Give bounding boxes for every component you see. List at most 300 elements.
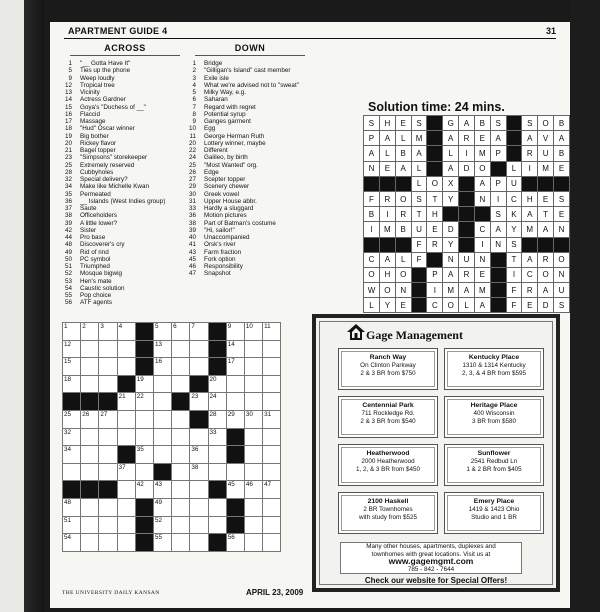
clue-text: "__ Gotta Have It": [80, 60, 131, 67]
down-clue: [178, 241, 299, 248]
crossword-cell[interactable]: [81, 516, 99, 534]
solution-letter: E: [474, 267, 490, 282]
crossword-cell[interactable]: [153, 446, 171, 464]
crossword-cell[interactable]: [172, 534, 190, 552]
solution-letter: B: [474, 116, 490, 131]
clue-text: Saharan: [204, 96, 228, 104]
crossword-cell[interactable]: [117, 393, 135, 411]
solution-letter: O: [443, 298, 459, 313]
clue-number: 53: [64, 277, 72, 285]
cell-number: 38: [191, 463, 199, 471]
solution-letter: P: [490, 176, 506, 191]
crossword-cell[interactable]: [190, 358, 208, 376]
solution-letter: R: [522, 283, 538, 298]
clue-number: 4: [192, 81, 196, 89]
black-square: [226, 498, 244, 516]
cell-number: 43: [154, 481, 162, 489]
crossword-cell[interactable]: [208, 375, 226, 393]
crossword-cell[interactable]: [190, 446, 208, 464]
clue-text: Special delivery?: [80, 176, 128, 183]
black-square: [208, 323, 226, 341]
cell-number: 7: [191, 323, 195, 330]
black-square: [81, 481, 99, 499]
solution-letter: U: [506, 176, 522, 191]
crossword-cell[interactable]: [117, 463, 135, 481]
clue-number: 51: [64, 263, 72, 270]
crossword-cell[interactable]: [263, 340, 281, 358]
crossword-cell[interactable]: [190, 498, 208, 516]
solution-block: [411, 298, 427, 313]
crossword-cell[interactable]: [99, 498, 117, 516]
solution-letter: C: [506, 191, 522, 206]
property-listing: [444, 444, 544, 486]
cell-number: 2: [82, 323, 86, 330]
crossword-cell[interactable]: [81, 498, 99, 516]
gage-management-ad: [312, 314, 560, 592]
across-heading: ACROSS: [104, 43, 146, 53]
crossword-cell[interactable]: [244, 393, 262, 411]
across-clue: [54, 118, 165, 125]
clue-text: ATF agents: [80, 299, 113, 307]
crossword-cell[interactable]: [263, 446, 281, 464]
solution-block: [522, 176, 538, 191]
crossword-cell[interactable]: [135, 481, 153, 499]
solution-letter: S: [506, 237, 522, 252]
ad-contact-box: [340, 542, 522, 574]
crossword-cell[interactable]: [190, 428, 208, 446]
crossword-cell[interactable]: [244, 428, 262, 446]
crossword-cell[interactable]: [63, 340, 81, 358]
across-clue: [54, 227, 165, 234]
solution-letter: C: [522, 267, 538, 282]
clue-number: 10: [188, 125, 196, 133]
crossword-cell[interactable]: [244, 410, 262, 428]
solution-block: [459, 237, 475, 252]
crossword-cell[interactable]: [208, 463, 226, 481]
solution-letter: G: [443, 116, 459, 131]
property-name: Emery Place: [473, 498, 515, 505]
solution-letter: P: [364, 131, 380, 146]
crossword-cell[interactable]: [63, 516, 81, 534]
crossword-cell[interactable]: [226, 358, 244, 376]
crossword-cell[interactable]: [63, 428, 81, 446]
crossword-cell[interactable]: [263, 375, 281, 393]
crossword-cell[interactable]: [244, 463, 262, 481]
crossword-cell[interactable]: [81, 340, 99, 358]
crossword-cell[interactable]: [244, 498, 262, 516]
solution-letter: F: [411, 237, 427, 252]
crossword-cell[interactable]: [172, 323, 190, 341]
solution-letter: M: [411, 131, 427, 146]
crossword-cell[interactable]: [135, 446, 153, 464]
crossword-cell[interactable]: [226, 375, 244, 393]
crossword-cell[interactable]: [117, 323, 135, 341]
solution-letter: L: [443, 146, 459, 161]
crossword-cell[interactable]: [63, 498, 81, 516]
across-clue: [54, 133, 165, 140]
crossword-cell[interactable]: [226, 340, 244, 358]
clue-number: 20: [64, 139, 72, 147]
property-name: Kentucky Place: [468, 354, 520, 361]
ad-company-name: Gage Management: [366, 328, 463, 342]
cell-number: 33: [209, 428, 217, 436]
clue-text: Scenery chewer: [204, 183, 250, 191]
crossword-cell[interactable]: [81, 463, 99, 481]
clue-number: 20: [188, 139, 196, 147]
newspaper-page: [50, 22, 570, 608]
crossword-cell[interactable]: [117, 516, 135, 534]
clue-number: 19: [64, 132, 72, 140]
crossword-cell[interactable]: [63, 323, 81, 341]
crossword-cell[interactable]: [190, 323, 208, 341]
crossword-cell[interactable]: [135, 428, 153, 446]
crossword-cell[interactable]: [81, 410, 99, 428]
clue-text: Different: [204, 147, 228, 154]
solution-letter: B: [364, 207, 380, 222]
across-clue: [54, 263, 165, 270]
down-clue: [178, 133, 299, 140]
solution-letter: O: [395, 191, 411, 206]
property-price: Studio and 1 BR: [471, 514, 517, 521]
clue-text: Weep loudly: [80, 74, 115, 82]
clue-text: Permeated: [80, 190, 111, 198]
crossword-cell[interactable]: [226, 393, 244, 411]
crossword-cell[interactable]: [244, 534, 262, 552]
solution-block: [490, 298, 506, 313]
crossword-cell[interactable]: [208, 393, 226, 411]
clue-number: 12: [64, 81, 72, 89]
clue-text: Make like Michelle Kwan: [80, 183, 149, 191]
solution-block: [364, 237, 380, 252]
contact-line: townhomes with great locations. Visit us at: [371, 550, 491, 558]
down-clue: [178, 67, 299, 74]
property-address: 1310 & 1314 Kentucky: [462, 362, 526, 369]
crossword-cell[interactable]: [172, 358, 190, 376]
clue-text: Galileo, by birth: [204, 154, 248, 162]
crossword-cell[interactable]: [172, 516, 190, 534]
crossword-cell[interactable]: [153, 498, 171, 516]
clue-number: 9: [192, 118, 196, 125]
crossword-cell[interactable]: [263, 428, 281, 446]
across-clue: [54, 270, 165, 277]
across-clue: [54, 249, 165, 256]
crossword-cell[interactable]: [172, 446, 190, 464]
down-clue: [178, 96, 299, 103]
solution-letter: A: [474, 298, 490, 313]
cell-number: 6: [173, 323, 177, 330]
solution-letter: A: [490, 222, 506, 237]
clue-number: 37: [64, 205, 72, 212]
solution-letter: M: [538, 161, 554, 176]
header-rule: [64, 38, 556, 39]
cell-number: 34: [64, 446, 72, 454]
scan-background: [570, 0, 600, 612]
crossword-grid: [62, 322, 281, 552]
crossword-cell[interactable]: [153, 393, 171, 411]
solution-letter: S: [364, 116, 380, 131]
crossword-cell[interactable]: [153, 323, 171, 341]
crossword-cell[interactable]: [99, 516, 117, 534]
crossword-cell[interactable]: [153, 410, 171, 428]
crossword-cell[interactable]: [263, 534, 281, 552]
crossword-cell[interactable]: [153, 481, 171, 499]
crossword-cell[interactable]: [172, 498, 190, 516]
across-clue: [54, 183, 165, 190]
black-square: [135, 358, 153, 376]
special-offers-callout: Check our website for Special Offers!: [364, 576, 508, 585]
solution-letter: T: [427, 191, 443, 206]
clue-text: Tropical tree: [80, 81, 115, 89]
crossword-cell[interactable]: [135, 375, 153, 393]
solution-letter: O: [538, 116, 554, 131]
clue-number: 34: [64, 183, 72, 191]
solution-letter: H: [379, 267, 395, 282]
crossword-cell[interactable]: [208, 410, 226, 428]
down-clue: [178, 154, 299, 161]
down-clue: [178, 104, 299, 111]
solution-letter: N: [395, 283, 411, 298]
crossword-cell[interactable]: [153, 340, 171, 358]
solution-block: [427, 146, 443, 161]
solution-block: [459, 207, 475, 222]
clue-number: 50: [64, 255, 72, 263]
clue-number: 2: [192, 67, 196, 75]
clue-text: Greek vowel: [204, 190, 239, 198]
clue-number: 44: [64, 234, 72, 241]
crossword-cell[interactable]: [263, 481, 281, 499]
clue-text: Responsibility: [204, 263, 243, 270]
crossword-cell[interactable]: [153, 375, 171, 393]
solution-letter: I: [459, 146, 475, 161]
crossword-cell[interactable]: [117, 498, 135, 516]
solution-letter: D: [538, 298, 554, 313]
crossword-cell[interactable]: [63, 375, 81, 393]
solution-block: [427, 131, 443, 146]
crossword-cell[interactable]: [117, 481, 135, 499]
black-square: [81, 393, 99, 411]
cell-number: 1: [64, 323, 68, 330]
crossword-cell[interactable]: [244, 358, 262, 376]
solution-letter: A: [459, 116, 475, 131]
crossword-cell[interactable]: [99, 410, 117, 428]
crossword-cell[interactable]: [172, 410, 190, 428]
crossword-cell[interactable]: [172, 481, 190, 499]
crossword-cell[interactable]: [117, 534, 135, 552]
crossword-cell[interactable]: [63, 463, 81, 481]
clue-text: "Simpsons" storekeeper: [80, 154, 148, 162]
crossword-cell[interactable]: [81, 446, 99, 464]
crossword-cell[interactable]: [99, 375, 117, 393]
crossword-cell[interactable]: [226, 323, 244, 341]
crossword-cell[interactable]: [99, 340, 117, 358]
website-url[interactable]: www.gagemgmt.com: [388, 556, 474, 566]
crossword-cell[interactable]: [244, 516, 262, 534]
solution-letter: S: [522, 116, 538, 131]
crossword-cell[interactable]: [117, 410, 135, 428]
clue-number: 18: [64, 125, 72, 133]
cell-number: 32: [64, 428, 72, 436]
crossword-cell[interactable]: [244, 340, 262, 358]
crossword-cell[interactable]: [153, 358, 171, 376]
crossword-cell[interactable]: [153, 516, 171, 534]
solution-block: [379, 237, 395, 252]
crossword-cell[interactable]: [63, 446, 81, 464]
property-listing: [444, 348, 544, 390]
crossword-cell[interactable]: [226, 534, 244, 552]
crossword-cell[interactable]: [172, 463, 190, 481]
solution-letter: L: [459, 298, 475, 313]
cell-number: 27: [100, 410, 108, 418]
crossword-cell[interactable]: [263, 393, 281, 411]
crossword-cell[interactable]: [63, 410, 81, 428]
clue-number: 7: [192, 103, 196, 111]
property-address: 400 Wisconsin: [473, 410, 515, 417]
down-clue: [178, 111, 299, 118]
newspaper-nameplate: THE UNIVERSITY DAILY KANSAN: [62, 590, 160, 596]
crossword-cell[interactable]: [244, 481, 262, 499]
solution-title: Solution time: 24 mins.: [368, 100, 505, 114]
solution-letter: H: [379, 116, 395, 131]
clue-number: 16: [64, 110, 72, 118]
clue-number: 31: [188, 197, 196, 205]
solution-letter: L: [411, 176, 427, 191]
clue-number: 33: [188, 205, 196, 212]
down-clue: [178, 125, 299, 132]
property-name: Heatherwood: [366, 450, 410, 457]
crossword-cell[interactable]: [226, 481, 244, 499]
crossword-cell[interactable]: [81, 534, 99, 552]
property-price: 1 & 2 BR from $405: [466, 466, 522, 473]
crossword-cell[interactable]: [190, 393, 208, 411]
clue-number: 48: [64, 241, 72, 249]
crossword-cell[interactable]: [208, 428, 226, 446]
solution-block: [506, 146, 522, 161]
crossword-cell[interactable]: [190, 481, 208, 499]
solution-letter: S: [490, 207, 506, 222]
solution-letter: N: [554, 222, 570, 237]
solution-letter: P: [427, 267, 443, 282]
crossword-cell[interactable]: [172, 375, 190, 393]
crossword-cell[interactable]: [263, 410, 281, 428]
crossword-cell[interactable]: [117, 428, 135, 446]
crossword-cell[interactable]: [172, 428, 190, 446]
solution-letter: C: [427, 298, 443, 313]
crossword-cell[interactable]: [244, 323, 262, 341]
clue-number: 5: [192, 89, 196, 96]
crossword-cell[interactable]: [244, 375, 262, 393]
crossword-cell[interactable]: [153, 534, 171, 552]
crossword-cell[interactable]: [153, 428, 171, 446]
solution-letter: L: [364, 298, 380, 313]
cell-number: 10: [245, 323, 253, 330]
crossword-cell[interactable]: [81, 358, 99, 376]
crossword-cell[interactable]: [117, 340, 135, 358]
solution-letter: O: [554, 252, 570, 267]
solution-letter: O: [474, 161, 490, 176]
crossword-cell[interactable]: [99, 358, 117, 376]
issue-date: APRIL 23, 2009: [246, 588, 304, 597]
crossword-cell[interactable]: [63, 534, 81, 552]
crossword-cell[interactable]: [208, 516, 226, 534]
solution-letter: S: [490, 116, 506, 131]
crossword-cell[interactable]: [263, 516, 281, 534]
crossword-cell[interactable]: [172, 340, 190, 358]
across-clue: [54, 241, 165, 248]
down-clue: [178, 212, 299, 219]
crossword-cell[interactable]: [81, 428, 99, 446]
solution-letter: E: [538, 191, 554, 206]
crossword-cell[interactable]: [190, 516, 208, 534]
crossword-cell[interactable]: [190, 340, 208, 358]
solution-letter: F: [506, 298, 522, 313]
cell-number: 31: [264, 410, 272, 418]
solution-letter: I: [379, 207, 395, 222]
clue-text: A little lower?: [80, 219, 118, 227]
clue-text: Cubbyholes: [80, 168, 114, 176]
crossword-cell[interactable]: [81, 323, 99, 341]
crossword-cell[interactable]: [135, 410, 153, 428]
solution-letter: D: [459, 161, 475, 176]
crossword-cell[interactable]: [99, 534, 117, 552]
black-square: [190, 410, 208, 428]
crossword-cell[interactable]: [63, 358, 81, 376]
across-clue: [54, 285, 165, 292]
crossword-cell[interactable]: [190, 534, 208, 552]
crossword-cell[interactable]: [263, 498, 281, 516]
clue-text: Regard with regret: [204, 103, 256, 111]
crossword-cell[interactable]: [81, 375, 99, 393]
black-square: [99, 481, 117, 499]
clue-text: Rid of rind: [80, 248, 109, 256]
property-address: 2 BR Townhomes: [363, 506, 413, 513]
crossword-cell[interactable]: [99, 323, 117, 341]
clue-text: "Gilligan's Island" cast member: [204, 67, 291, 75]
crossword-cell[interactable]: [99, 446, 117, 464]
house-icon: [346, 323, 366, 341]
property-listing: [338, 492, 438, 534]
clue-number: 24: [188, 154, 196, 162]
crossword-cell[interactable]: [263, 463, 281, 481]
solution-letter: C: [474, 222, 490, 237]
black-square: [172, 393, 190, 411]
crossword-cell[interactable]: [263, 358, 281, 376]
crossword-cell[interactable]: [117, 358, 135, 376]
black-square: [135, 516, 153, 534]
crossword-cell[interactable]: [244, 446, 262, 464]
cell-number: 20: [209, 375, 217, 383]
crossword-cell[interactable]: [135, 393, 153, 411]
crossword-cell[interactable]: [208, 446, 226, 464]
crossword-cell[interactable]: [135, 463, 153, 481]
clue-number: 38: [64, 212, 72, 220]
crossword-cell[interactable]: [226, 463, 244, 481]
crossword-cell[interactable]: [99, 463, 117, 481]
crossword-cell[interactable]: [263, 323, 281, 341]
solution-letter: V: [538, 131, 554, 146]
crossword-cell[interactable]: [99, 428, 117, 446]
crossword-cell[interactable]: [190, 463, 208, 481]
property-name: Centennial Park: [362, 402, 414, 409]
clue-text: Goya's "Duchess of __": [80, 103, 146, 111]
solution-letter: M: [474, 146, 490, 161]
clue-text: __ Islands (West Indies group): [80, 197, 166, 205]
across-clue: [54, 140, 165, 147]
crossword-cell[interactable]: [226, 410, 244, 428]
crossword-cell[interactable]: [208, 498, 226, 516]
property-listing: [444, 492, 544, 534]
solution-block: [538, 176, 554, 191]
black-square: [226, 428, 244, 446]
